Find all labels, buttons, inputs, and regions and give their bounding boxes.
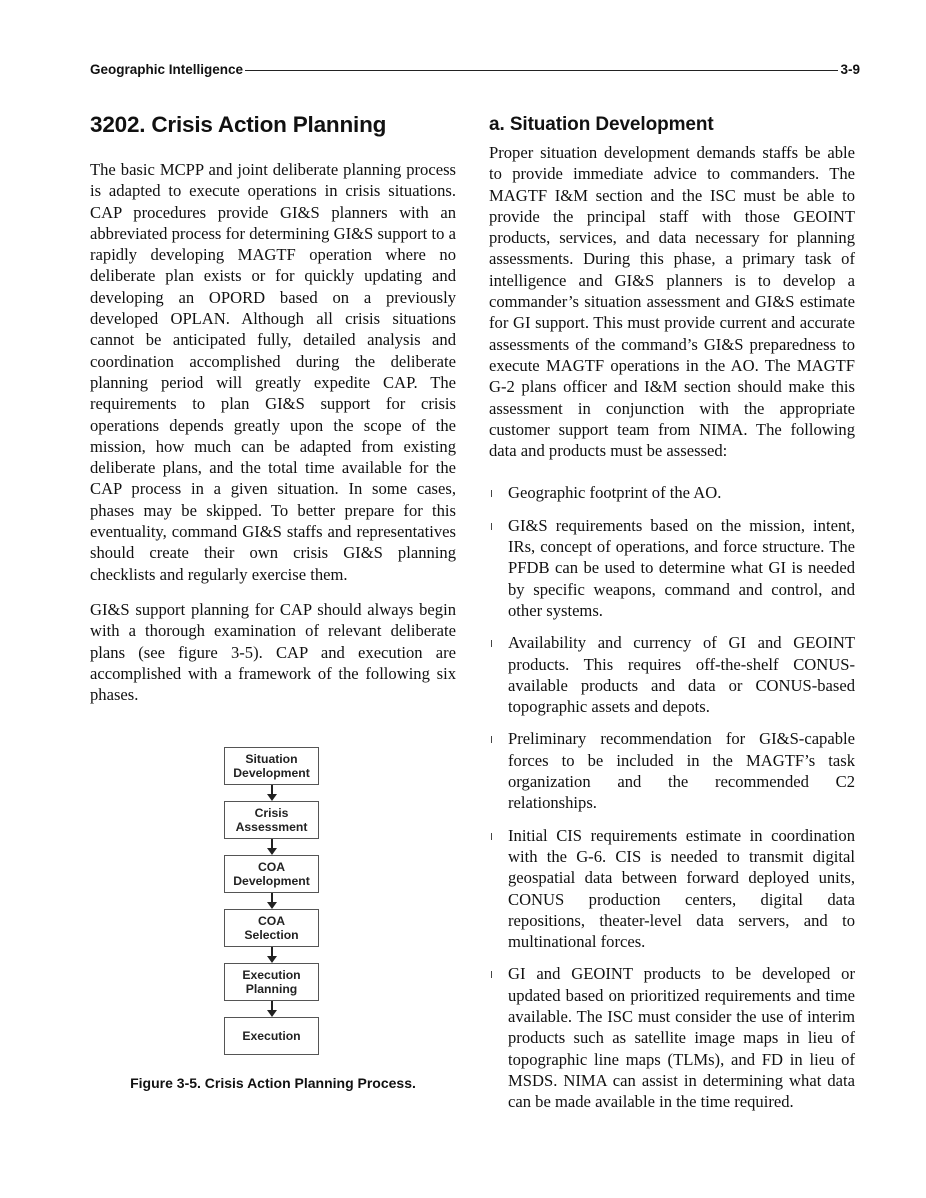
figure-caption: Figure 3-5. Crisis Action Planning Process. <box>130 1075 416 1091</box>
flowchart-step-coa-development: COA Development <box>224 855 319 893</box>
body-paragraph: GI&S support planning for CAP should always begin with a thorough examination of relevant deliberate plans (see figure 3-5). CAP and execution are accomplished with a framework of the following six phases. <box>90 599 456 705</box>
running-header <box>90 59 860 79</box>
assessment-list <box>489 482 855 1112</box>
bullet-icon <box>491 523 492 530</box>
list-item: Initial CIS requirements estimate in coordination with the G-6. CIS is needed to transmit digital geospatial data between forward deployed units, CONUS production centers, digital data repositions, theater-level data servers, and to multinational forces. <box>489 825 855 953</box>
arrow-down-icon <box>224 893 319 909</box>
bullet-icon <box>491 971 492 978</box>
arrow-down-icon <box>224 1001 319 1017</box>
chapter-title: Geographic Intelligence <box>90 61 244 77</box>
right-column <box>489 110 855 1123</box>
flowchart-step-execution-planning: Execution Planning <box>224 963 319 1001</box>
flowchart-step-coa-selection: COA Selection <box>224 909 319 947</box>
list-item: GI and GEOINT products to be developed or updated based on prioritized requirements and time available. The ISC must consider the use of interim products such as satellite image maps in lieu of topographic line maps (TLMs), and FD in lieu of MSDS. NIMA can assist in determining what data can be made available in the time required. <box>489 963 855 1112</box>
bullet-icon <box>491 736 492 743</box>
body-paragraph: Proper situation development demands staffs be able to provide immediate advice to commanders. The MAGTF I&M section and the ISC must be able to provide the principal staff with those GEOINT products, services, and data necessary for planning assessments. During this phase, a primary task of intelligence and GI&S planners is to develop a commander’s situation assessment and GI&S estimate for GI support. This must provide current and accurate assessments of the command’s GI&S preparedness to execute MAGTF operations in the AO. The MAGTF G-2 plans officer and I&M section should make this assessment in conjunction with the appropriate customer support team from NIMA. The following data and products must be assessed: <box>489 143 855 461</box>
bullet-icon <box>491 640 492 647</box>
bullet-icon <box>491 490 492 497</box>
arrow-down-icon <box>224 839 319 855</box>
left-column <box>90 110 456 705</box>
arrow-down-icon <box>224 947 319 963</box>
list-item: GI&S requirements based on the mission, intent, IRs, concept of operations, and force structure. The PFDB can be used to determine what GI is needed by specific weapons, command and control, and other systems. <box>489 515 855 621</box>
flowchart-step-situation-development: Situation Development <box>224 747 319 785</box>
flowchart-step-crisis-assessment: Crisis Assessment <box>224 801 319 839</box>
arrow-down-icon <box>224 785 319 801</box>
flowchart-figure <box>224 747 321 1055</box>
list-item: Availability and currency of GI and GEOINT products. This requires off-the-shelf CONUS-available products and data or CONUS-based topographic assets and depots. <box>489 632 855 717</box>
flowchart-step-execution: Execution <box>224 1017 319 1055</box>
page-number: 3-9 <box>840 61 860 77</box>
list-item: Preliminary recommendation for GI&S-capable forces to be included in the MAGTF’s task organization and the recommended C2 relationships. <box>489 728 855 813</box>
section-title: 3202. Crisis Action Planning <box>90 112 387 137</box>
list-item: Geographic footprint of the AO. <box>489 482 855 503</box>
body-paragraph: The basic MCPP and joint deliberate planning process is adapted to execute operations in crisis situations. CAP procedures provide GI&S planners with an abbreviated process for determining GI&S support to a rapidly developing MAGTF operation where no deliberate plan exists or for quickly updating and developing an OPORD based on a previously developed OPLAN. Although all crisis situations cannot be anticipated fully, detailed analysis and coordination accomplished during the deliberate planning period will greatly expedite CAP. The requirements to plan GI&S support for crisis operations depends greatly upon the scope of the mission, how much can be adapted from existing deliberate plans, and the total time available for the CAP process in a given situation. In some cases, phases may be skipped. To better prepare for this eventuality, command GI&S staffs and representatives should create their own crisis GI&S planning checklists and regularly exercise them. <box>90 160 456 584</box>
bullet-icon <box>491 833 492 840</box>
subsection-title: a. Situation Development <box>489 114 714 135</box>
header-rule <box>245 70 838 71</box>
